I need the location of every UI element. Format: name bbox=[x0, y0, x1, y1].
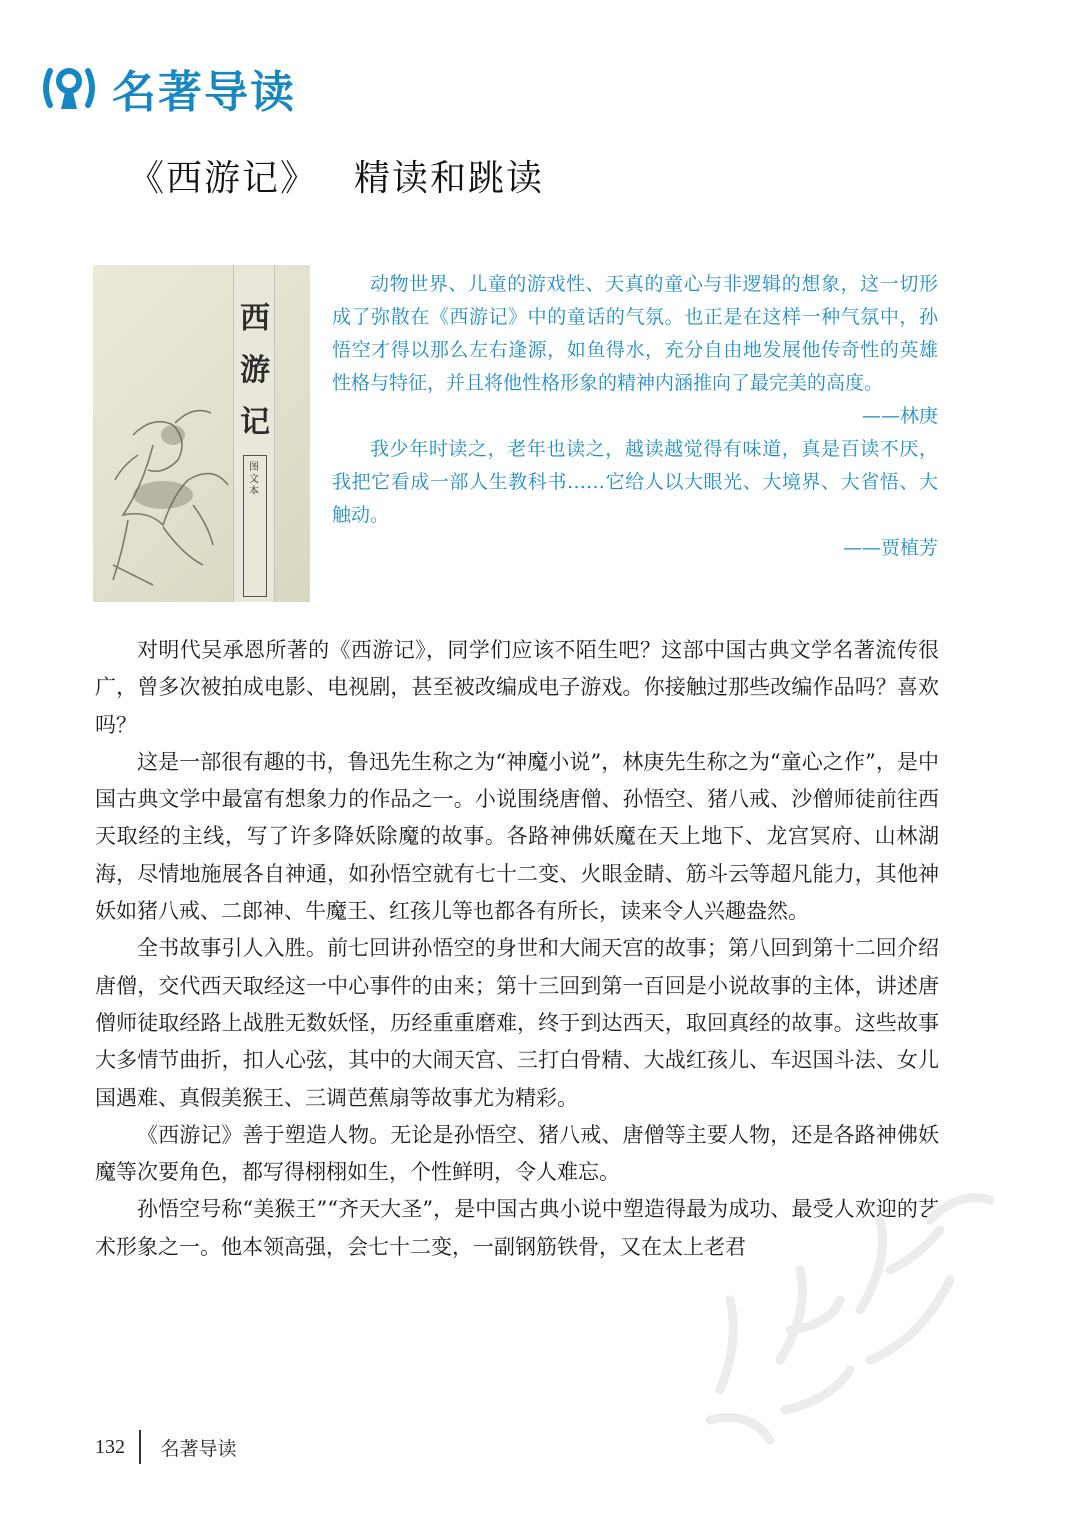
quote-block bbox=[332, 268, 938, 565]
paragraph: 全书故事引人入胜。前七回讲孙悟空的身世和大闹天宫的故事；第八回到第十二回介绍唐僧，交代西天取经这一中心事件的由来；第十三回到第一百回是小说故事的主体，讲述唐僧师徒取经路上战胜无数妖怪，历经重重磨难，终于到达西天，取回真经的故事。这些故事大多情节曲折，扣人心弦，其中的大闹天宫、三打白骨精、大战红孩儿、车迟国斗法、女儿国遇难、真假美猴王、三调芭蕉扇等故事尤为精彩。 bbox=[95, 936, 939, 1110]
reading-lamp-icon bbox=[40, 59, 98, 117]
lesson-subtitle: 精读和跳读 bbox=[354, 158, 545, 199]
quote-author: ——林庚 bbox=[861, 405, 938, 427]
paragraph: 这是一部很有趣的书，鲁迅先生称之为“神魔小说”，林庚先生称之为“童心之作”，是中国古典文学中最富有想象力的作品之一。小说围绕唐僧、孙悟空、猪八戒、沙僧师徒前往西天取经的主线，写了许多降妖除魔的故事。各路神佛妖魔在天上地下、龙宫冥府、山林湖海，尽情地施展各自神通，如孙悟空就有七十二变、火眼金睛、筋斗云等超凡能力，其他神妖如猪八戒、二郎神、牛魔王、红孩儿等也都各有所长，读来令人兴趣盎然。 bbox=[95, 749, 939, 924]
watermark-logo bbox=[690, 1160, 1010, 1460]
book-cover-image bbox=[93, 265, 310, 602]
section-header bbox=[40, 56, 296, 120]
cover-label-box: 图文本 bbox=[243, 455, 267, 597]
page-number: 132 bbox=[95, 1435, 125, 1458]
lesson-title bbox=[128, 150, 544, 201]
paragraph: 孙悟空号称“美猴王”“齐天大圣”，是中国古典小说中塑造得最为成功、最受人欢迎的艺术形象之一。他本领高强，会七十二变，一副钢筋铁骨，又在太上老君 bbox=[95, 1197, 939, 1259]
cover-illustration bbox=[93, 265, 310, 602]
paragraph: 对明代吴承恩所著的《西游记》，同学们应该不陌生吧？这部中国古典文学名著流传很广，曾多次被拍成电影、电视剧，甚至被改编成电子游戏。你接触过那些改编作品吗？喜欢吗？ bbox=[95, 638, 939, 737]
page-footer bbox=[95, 1430, 237, 1464]
quote-text: 我少年时读之，老年也读之，越读越觉得有味道，真是百读不厌，我把它看成一部人生教科书……它给人以大眼光、大境界、大省悟、大触动。 bbox=[332, 438, 938, 526]
paragraph: 《西游记》善于塑造人物。无论是孙悟空、猪八戒、唐僧等主要人物，还是各路神佛妖魔等次要角色，都写得栩栩如生，个性鲜明，令人难忘。 bbox=[95, 1122, 939, 1185]
section-title: 名著导读 bbox=[112, 67, 296, 118]
footer-divider bbox=[139, 1430, 141, 1464]
quote-text: 动物世界、儿童的游戏性、天真的童心与非逻辑的想象，这一切形成了弥散在《西游记》中的童话的气氛。也正是在这样一种气氛中，孙悟空才得以那么左右逢源，如鱼得水，充分自由地发展他传奇性的英雄性格与特征，并且将他性格形象的精神内涵推向了最完美的高度。 bbox=[332, 273, 938, 394]
footer-section: 名著导读 bbox=[160, 1437, 237, 1460]
quote-author: ——贾植芳 bbox=[842, 537, 938, 559]
cover-book-name: 西 游 记 bbox=[240, 301, 270, 440]
book-title: 《西游记》 bbox=[128, 158, 319, 199]
